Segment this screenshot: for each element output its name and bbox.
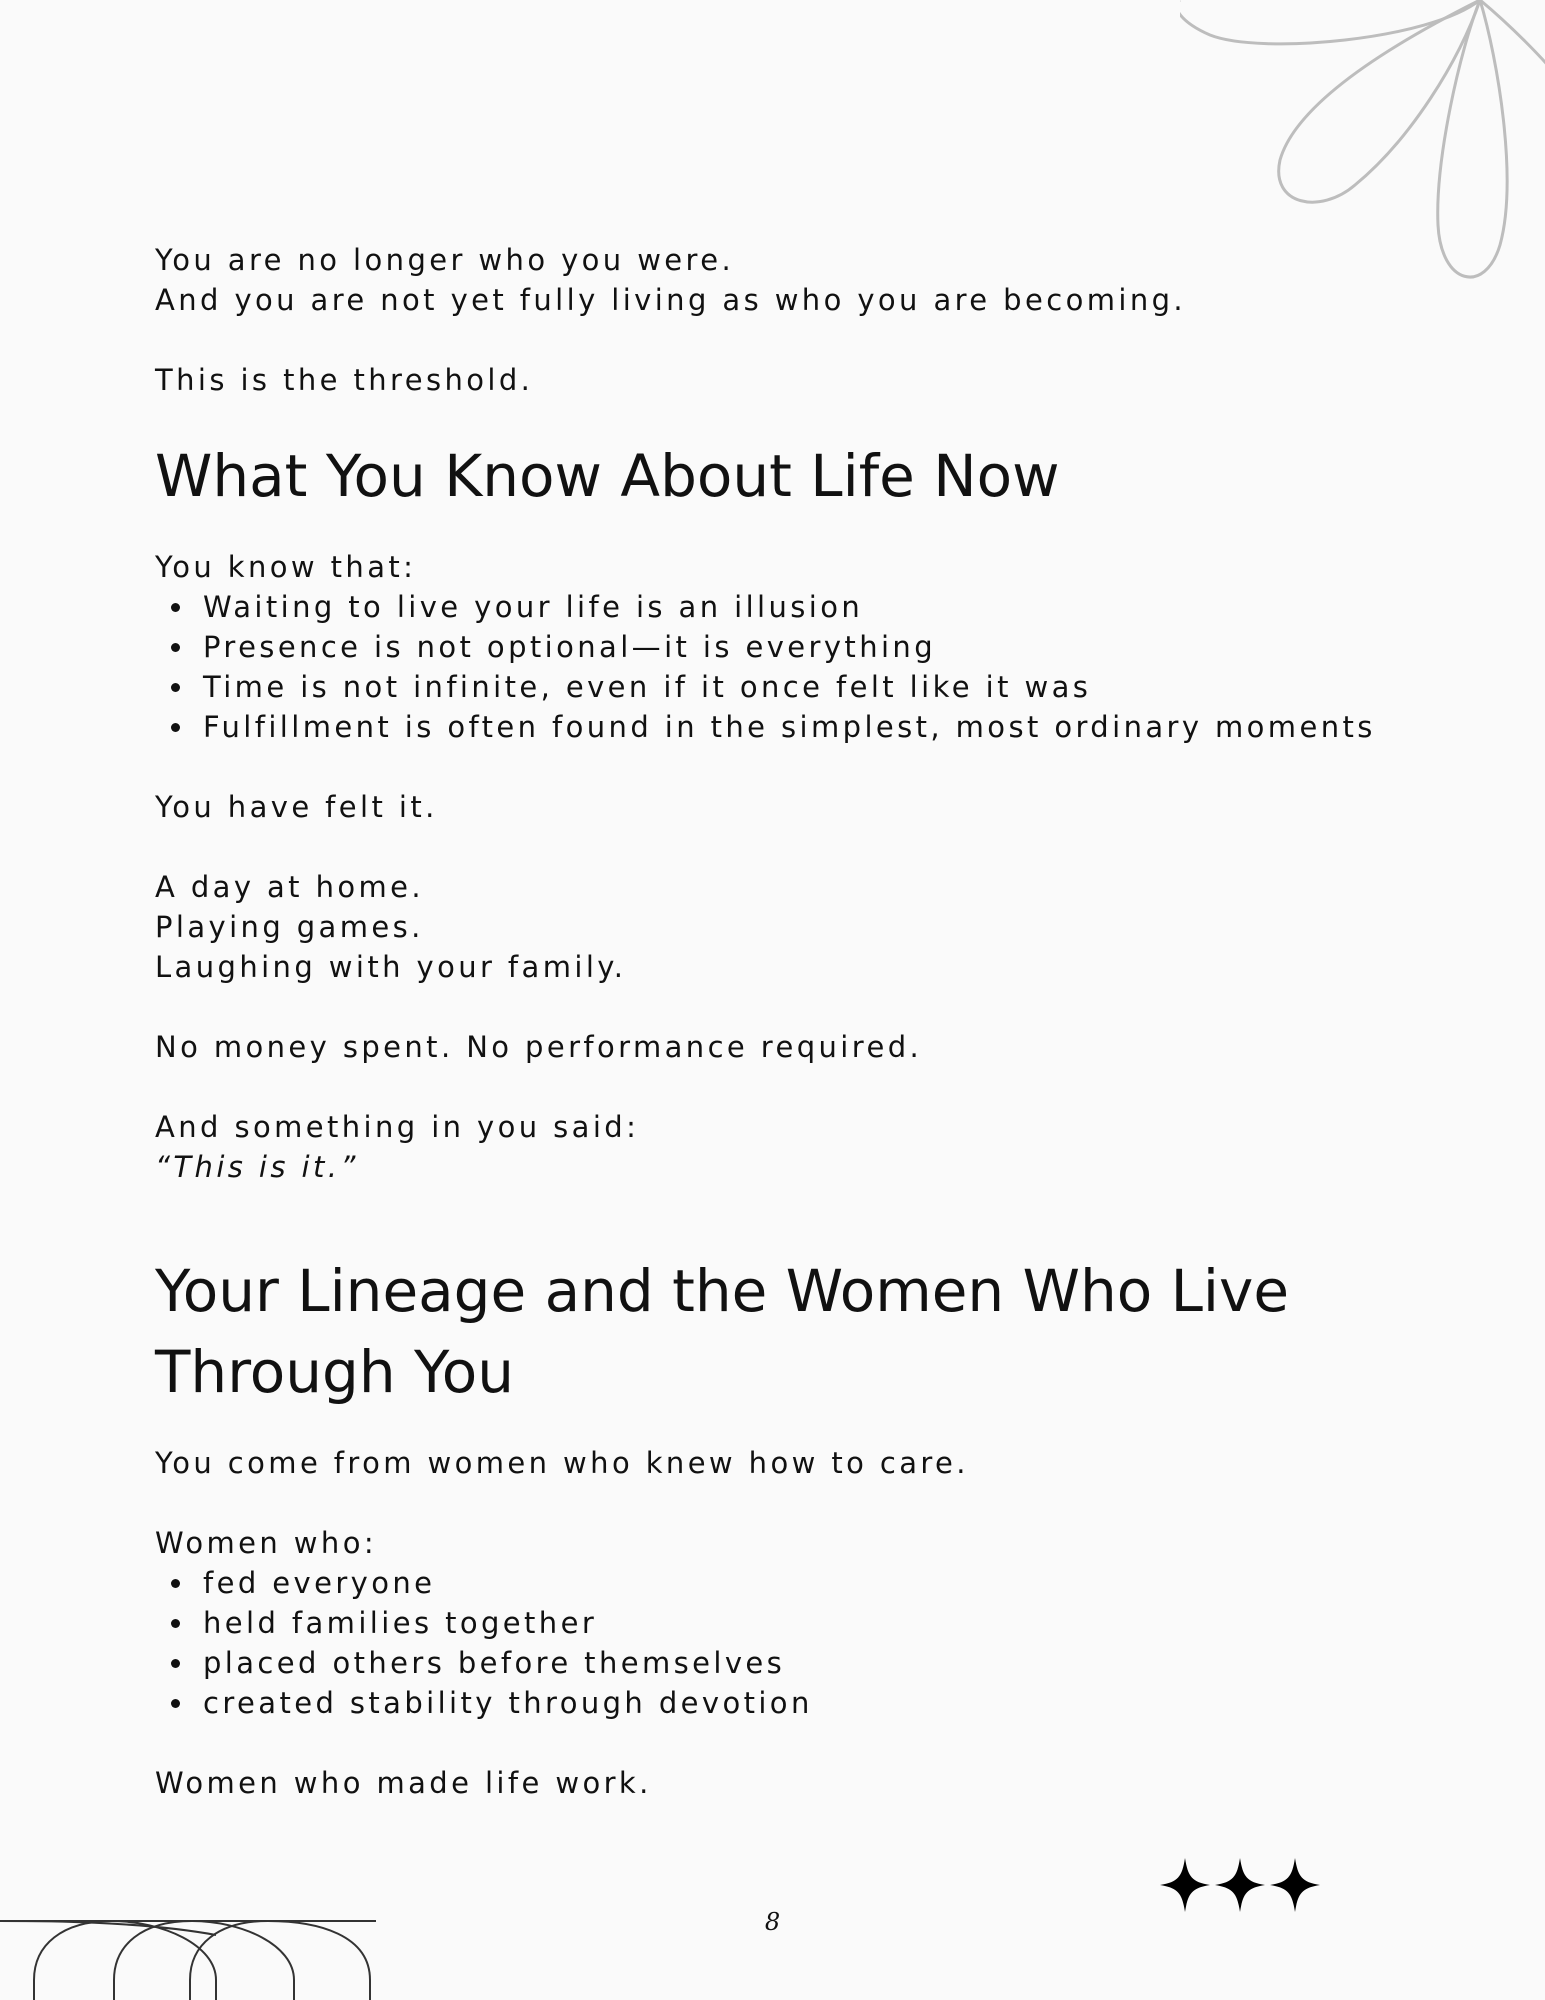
made-life-work-line: Women who made life work. [155, 1766, 652, 1800]
no-money-line: No money spent. No performance required. [155, 1030, 923, 1064]
opening-line-1: You are no longer who you were. [155, 243, 735, 277]
three-sparkle-stars-icon [1158, 1855, 1323, 1915]
list-item: Time is not infinite, even if it once felt like it was [155, 667, 1385, 707]
moment-line-2: Playing games. [155, 910, 424, 944]
women-bullet-list [155, 1563, 1385, 1723]
something-said-line: And something in you said: [155, 1110, 640, 1144]
heading-lineage-line-2: Through You [155, 1338, 514, 1406]
this-is-it-quote: “This is it.” [155, 1150, 359, 1184]
list-item: created stability through devotion [155, 1683, 1385, 1723]
page-number: 8 [764, 1908, 781, 1936]
list-item: fed everyone [155, 1563, 1385, 1603]
page-content [155, 240, 1385, 1803]
list-item: held families together [155, 1603, 1385, 1643]
list-item: placed others before themselves [155, 1643, 1385, 1683]
you-know-intro: You know that: [155, 550, 417, 584]
heading-what-you-know: What You Know About Life Now [155, 442, 1060, 510]
list-item: Waiting to live your life is an illusion [155, 587, 1385, 627]
moment-line-1: A day at home. [155, 870, 425, 904]
moment-line-3: Laughing with your family. [155, 950, 627, 984]
come-from-women-line: You come from women who knew how to care. [155, 1446, 969, 1480]
threshold-line: This is the threshold. [155, 363, 534, 397]
list-item: Fulfillment is often found in the simplest, most ordinary moments [155, 707, 1385, 747]
felt-it-line: You have felt it. [155, 790, 438, 824]
opening-line-2: And you are not yet fully living as who you are becoming. [155, 283, 1187, 317]
heading-lineage-line-1: Your Lineage and the Women Who Live [155, 1257, 1290, 1325]
list-item: Presence is not optional—it is everything [155, 627, 1385, 667]
know-bullet-list [155, 587, 1385, 747]
women-who-intro: Women who: [155, 1526, 378, 1560]
